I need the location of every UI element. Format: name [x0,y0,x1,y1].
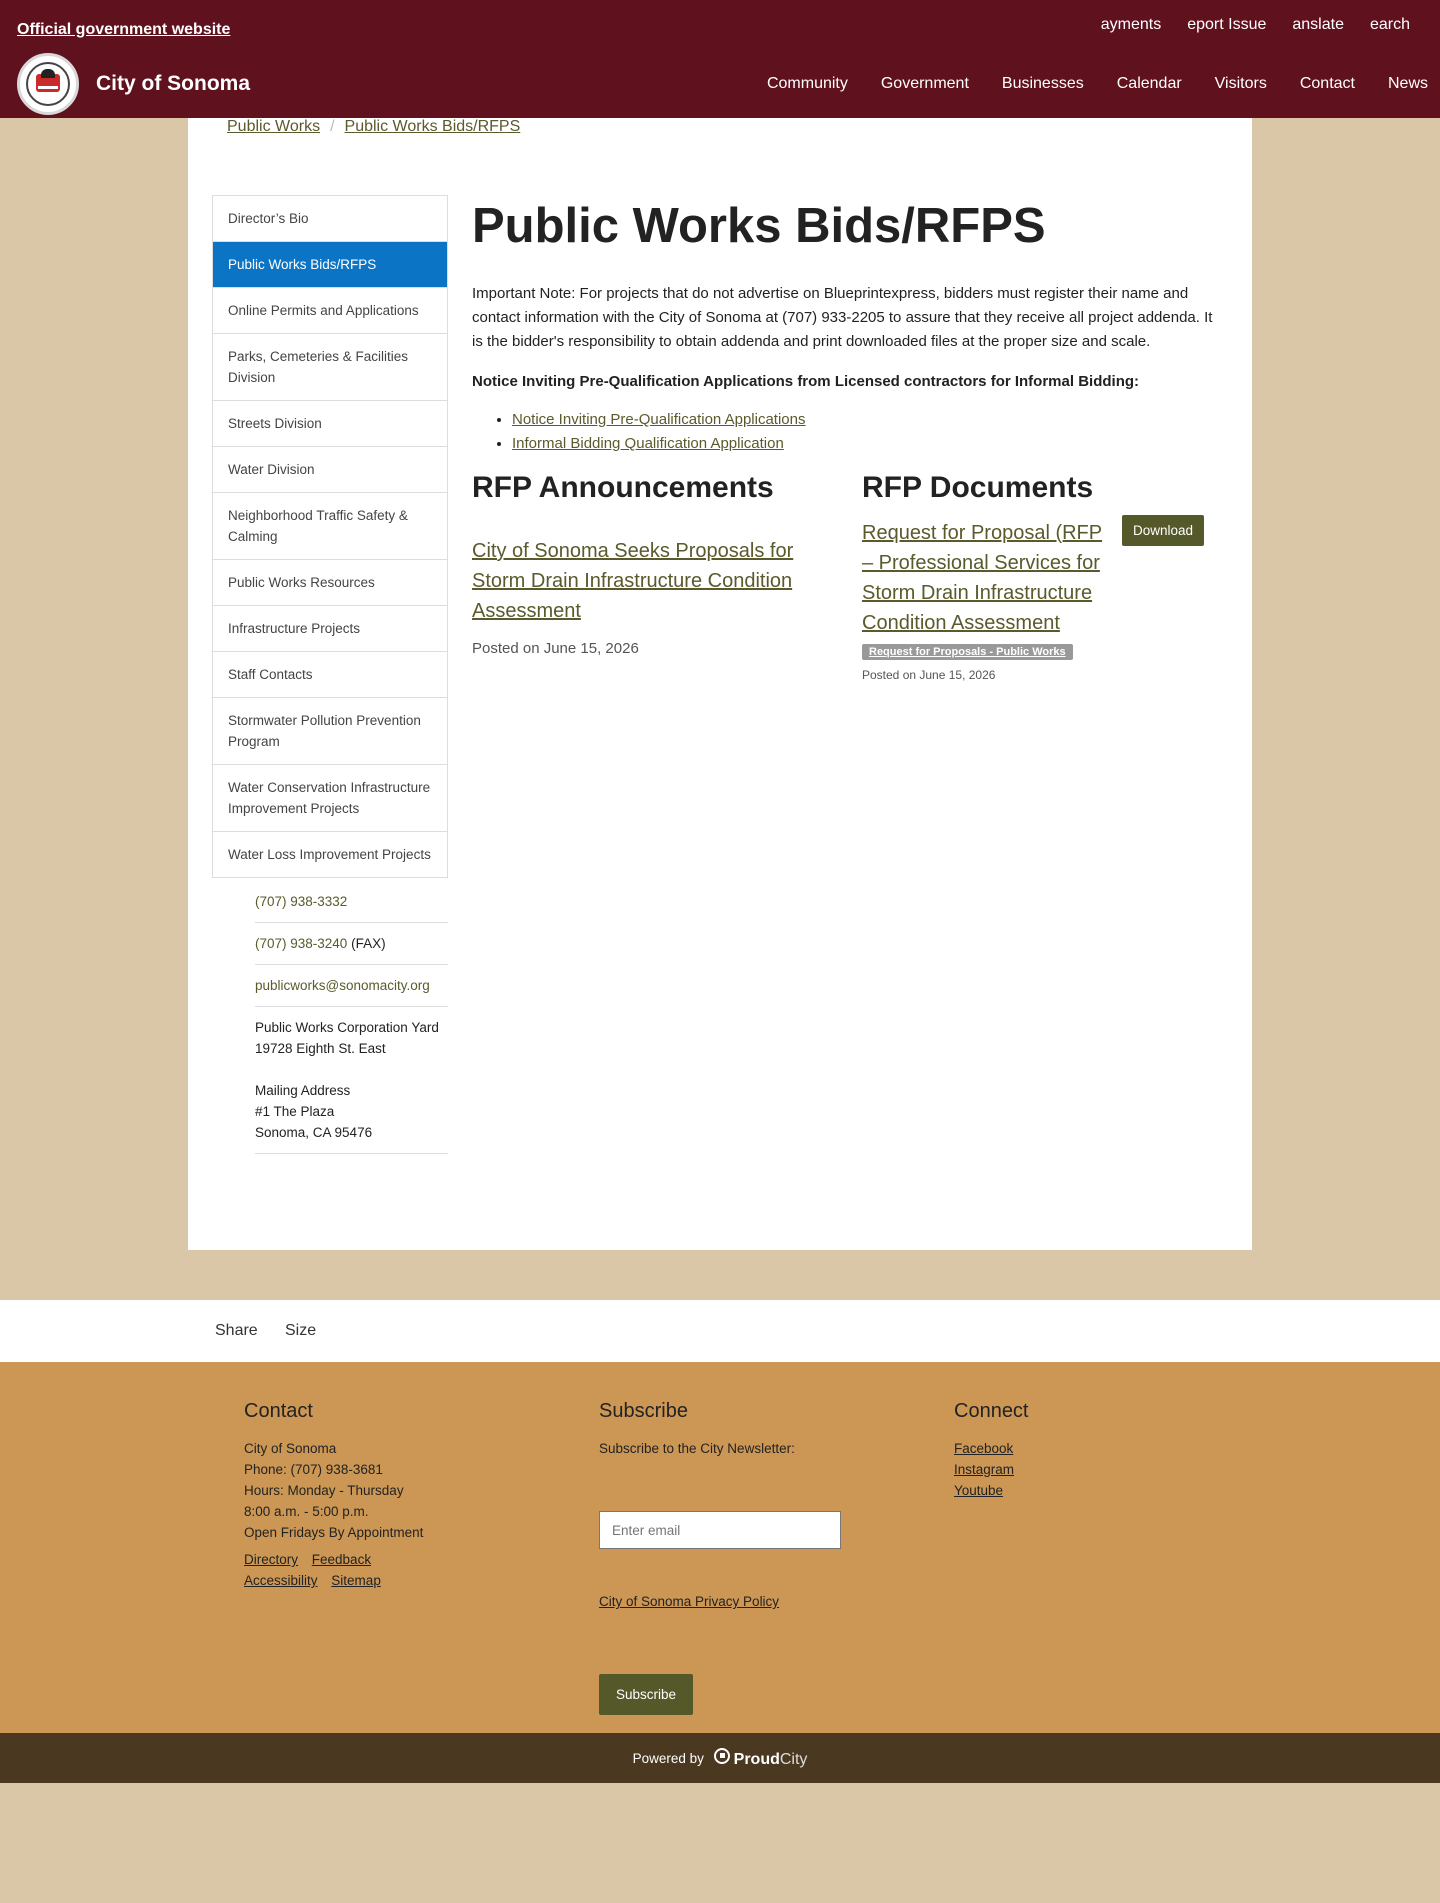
sidebar-nav [212,195,448,878]
important-note: Important Note: For projects that do not advertise on Blueprintexpress, bidders must register their name and contact information with the City of Sonoma at (707) 933-2205 to assure that they receive all project addenda. It is the bidder's responsibility to obtain addenda and print downloaded files at the proper size and scale. [472,285,1213,350]
sidebar-item-online-permits[interactable]: Online Permits and Applications [213,288,447,334]
mail-line2: #1 The Plaza [255,1104,335,1119]
site-footer [0,1362,1440,1733]
email-input[interactable] [599,1511,841,1549]
proudcity-bold: Proud [733,1750,780,1768]
side-contact [255,881,448,1154]
facebook-link[interactable]: Facebook [954,1441,1014,1456]
size-button[interactable]: Size [285,1322,317,1339]
utility-translate[interactable]: anslate [1292,16,1344,33]
fax-link[interactable]: (707) 938-3240 [255,936,348,951]
phone-link[interactable]: (707) 938-3332 [255,894,348,909]
footer-contact-heading: Contact [244,1400,313,1422]
site-header [0,0,1440,118]
mail-line3: Sonoma, CA 95476 [255,1125,373,1140]
nav-news[interactable]: News [1387,75,1428,92]
footer-subscribe [599,1398,841,1715]
footer-link-accessibility[interactable]: Accessibility [244,1573,318,1588]
footer-contact-line: Open Fridays By Appointment [244,1525,424,1540]
rfp-columns [472,468,1222,682]
sidebar-item-staff-contacts[interactable]: Staff Contacts [213,652,447,698]
footer-link-sitemap[interactable]: Sitemap [331,1573,381,1588]
utility-search[interactable]: earch [1369,16,1410,33]
email-link[interactable]: publicworks@sonomacity.org [255,978,430,993]
sidebar-item-infrastructure[interactable]: Infrastructure Projects [213,606,447,652]
sidebar-item-parks-cemeteries[interactable]: Parks, Cemeteries & Facilities Division [213,334,447,401]
utility-report-issue[interactable]: eport Issue [1187,16,1267,33]
notice-heading: Notice Inviting Pre-Qualification Applications from Licensed contractors for Informal Bidding: [472,373,1140,390]
city-seal-logo [17,53,79,115]
sidebar-item-streets[interactable]: Streets Division [213,401,447,447]
fax-label: (FAX) [351,936,386,951]
footer-contact [244,1398,423,1591]
nav-businesses[interactable]: Businesses [1001,75,1084,92]
list-item [512,408,1222,432]
document-link[interactable]: Request for Proposal (RFP – Professional Services for Storm Drain Infrastructure Condition Assessment [862,522,1103,634]
privacy-policy-link[interactable]: City of Sonoma Privacy Policy [599,1594,780,1609]
powered-by-bar [0,1733,1440,1783]
share-bar [0,1300,1440,1362]
main-nav [767,75,1428,93]
announcement-posted: Posted on June 15, 2026 [472,640,639,657]
breadcrumb-separator: / [330,118,335,135]
main-content [472,195,1222,682]
sidebar-item-bids-rfps[interactable]: Public Works Bids/RFPS [213,242,447,288]
official-website-link[interactable]: Official government website [17,21,231,38]
nav-calendar[interactable]: Calendar [1116,75,1182,92]
footer-links-row [244,1549,423,1570]
footer-connect-heading: Connect [954,1400,1029,1422]
announcements-heading: RFP Announcements [472,471,774,504]
footer-contact-line: City of Sonoma [244,1441,337,1456]
sidebar-item-stormwater[interactable]: Stormwater Pollution Prevention Program [213,698,447,765]
footer-link-feedback[interactable]: Feedback [311,1552,372,1567]
footer-contact-line: Hours: Monday - Thursday [244,1483,404,1498]
yard-line1: Public Works Corporation Yard [255,1020,439,1035]
announcement-link[interactable]: City of Sonoma Seeks Proposals for Storm Drain Infrastructure Condition Assessment [472,540,794,622]
nav-community[interactable]: Community [766,75,848,92]
rfp-documents [862,468,1222,682]
content-card [188,118,1252,1250]
breadcrumb [227,118,520,136]
instagram-link[interactable]: Instagram [954,1462,1015,1477]
mail-line1: Mailing Address [255,1083,351,1098]
utility-payments[interactable]: ayments [1100,16,1162,33]
subscribe-button[interactable]: Subscribe [599,1674,693,1715]
sidebar-item-directors-bio[interactable]: Director’s Bio [213,196,447,242]
breadcrumb-public-works[interactable]: Public Works [227,118,321,135]
sidebar-item-water-loss[interactable]: Water Loss Improvement Projects [228,847,431,862]
nav-contact[interactable]: Contact [1299,75,1355,92]
document-tag[interactable]: Request for Proposals - Public Works [862,644,1073,660]
nav-government[interactable]: Government [880,75,969,92]
footer-contact-line: Phone: (707) 938-3681 [244,1462,383,1477]
subscribe-text: Subscribe to the City Newsletter: [599,1441,795,1456]
address-block [255,1007,448,1154]
page-title: Public Works Bids/RFPS [472,199,1046,253]
share-button[interactable]: Share [215,1322,258,1339]
rfp-announcements [472,468,862,682]
site-name[interactable]: City of Sonoma [96,72,251,95]
sidebar-item-water-conservation[interactable]: Water Conservation Infrastructure Improvement Projects [213,765,447,832]
documents-heading: RFP Documents [862,471,1094,504]
footer-subscribe-heading: Subscribe [599,1400,688,1422]
sidebar-item-resources[interactable]: Public Works Resources [213,560,447,606]
proudcity-logo[interactable] [714,1748,808,1769]
footer-contact-line: 8:00 a.m. - 5:00 p.m. [244,1504,369,1519]
breadcrumb-bids-rfps[interactable]: Public Works Bids/RFPS [344,118,521,135]
powered-by-label: Powered by [632,1750,704,1766]
yard-line2: 19728 Eighth St. East [255,1041,386,1056]
nav-visitors[interactable]: Visitors [1214,75,1267,92]
document-posted: Posted on June 15, 2026 [862,668,996,682]
list-item [512,432,1222,456]
footer-connect [954,1398,1029,1501]
prequal-notice-link[interactable]: Notice Inviting Pre-Qualification Applications [512,411,806,428]
footer-link-directory[interactable]: Directory [244,1552,299,1567]
notice-links [472,408,1222,456]
utility-nav [1101,16,1410,34]
download-button[interactable]: Download [1122,515,1204,546]
brand[interactable] [17,53,250,115]
footer-links-row [244,1570,423,1591]
proudcity-icon [714,1748,730,1764]
sidebar-item-traffic-safety[interactable]: Neighborhood Traffic Safety & Calming [213,493,447,560]
proudcity-light: City [779,1750,808,1768]
youtube-link[interactable]: Youtube [954,1483,1004,1498]
sidebar-item-water[interactable]: Water Division [213,447,447,493]
informal-bidding-link[interactable]: Informal Bidding Qualification Application [512,435,784,452]
